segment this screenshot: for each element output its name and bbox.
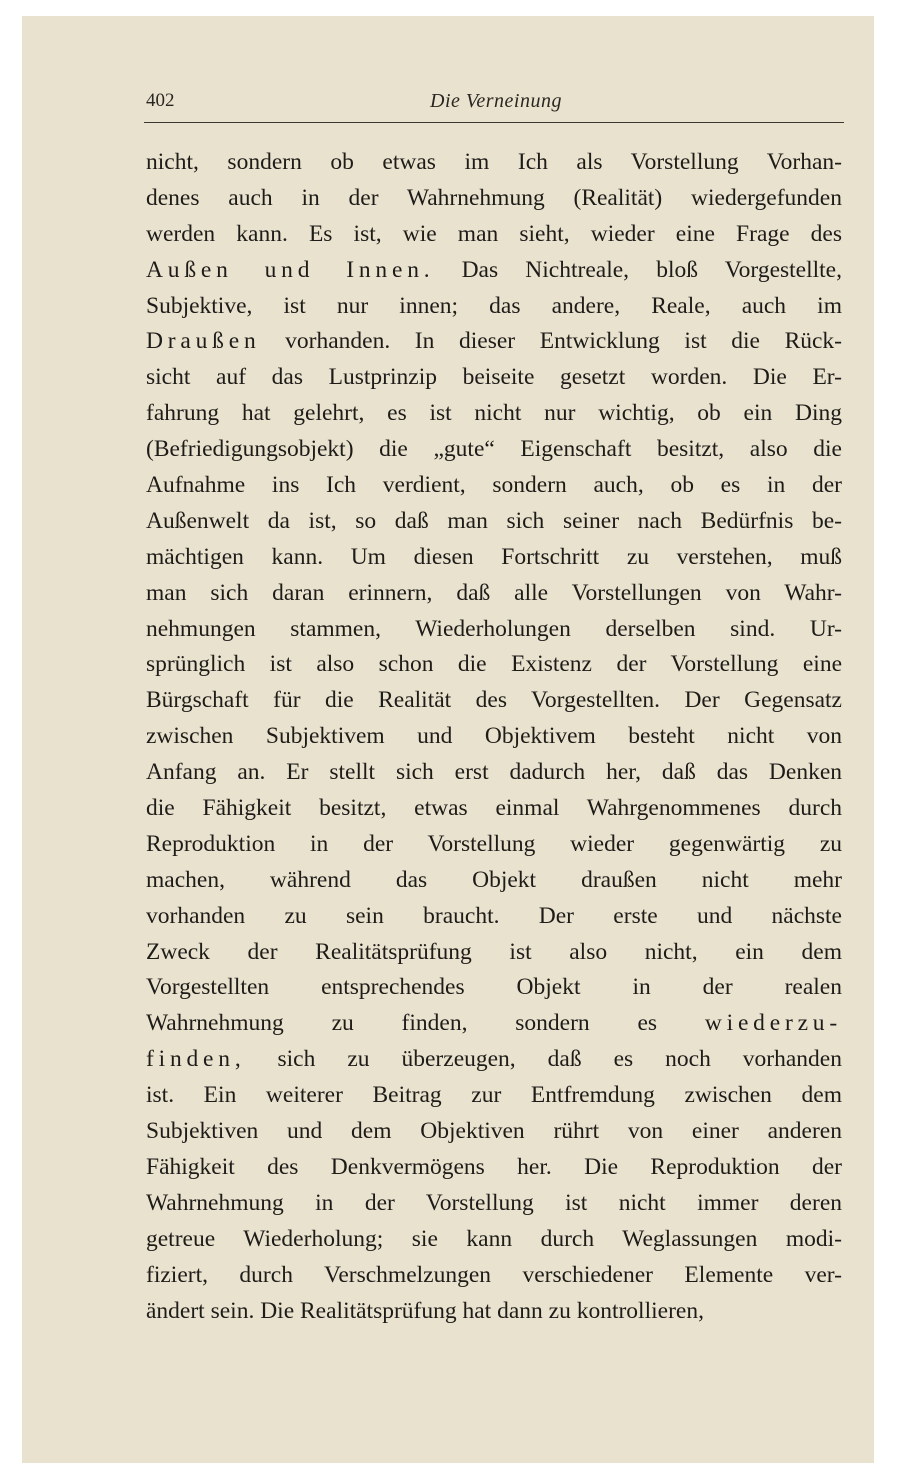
text-line: Subjektive, ist nur innen; das andere, Reale, auch im xyxy=(146,292,842,319)
text-line: nehmungen stammen, Wiederholungen derselben sind. Ur- xyxy=(146,615,842,642)
running-title: Die Verneinung xyxy=(430,90,562,112)
text-line: fahrung hat gelehrt, es ist nicht nur wichtig, ob ein Ding xyxy=(146,400,842,427)
text-line: finden, sich zu überzeugen, daß es noch vorhanden xyxy=(146,1046,842,1073)
text-line: Reproduktion in der Vorstellung wieder gegenwärtig zu xyxy=(146,830,842,857)
text-line: (Befriedigungsobjekt) die „gute“ Eigenschaft besitzt, also die xyxy=(146,436,842,463)
text-line: getreue Wiederholung; sie kann durch Weglassungen modi- xyxy=(146,1225,842,1252)
text-line: Außenwelt da ist, so daß man sich seiner nach Bedürfnis be- xyxy=(146,507,842,534)
emphasized-text: Außen und Innen. xyxy=(146,256,435,283)
text-line: machen, während das Objekt draußen nicht mehr xyxy=(146,866,842,893)
text-line: ändert sein. Die Realitätsprüfung hat dann zu kontrollieren, xyxy=(146,1297,704,1324)
text-line: Subjektiven und dem Objektiven rührt von einer anderen xyxy=(146,1118,842,1145)
text-line: Bürgschaft für die Realität des Vorgestellten. Der Gegensatz xyxy=(146,687,842,714)
text-line: Zweck der Realitätsprüfung ist also nicht, ein dem xyxy=(146,938,842,965)
header-rule xyxy=(144,122,844,123)
text-line: die Fähigkeit besitzt, etwas einmal Wahrgenommenes durch xyxy=(146,795,842,822)
text-line: man sich daran erinnern, daß alle Vorstellungen von Wahr- xyxy=(146,579,842,606)
text-line: mächtigen kann. Um diesen Fortschritt zu verstehen, muß xyxy=(146,543,842,570)
text-line: Wahrnehmung zu finden, sondern es wiederzu- xyxy=(146,1010,842,1037)
text-line: Aufnahme ins Ich verdient, sondern auch, ob es in der xyxy=(146,472,842,499)
text-line: Wahrnehmung in der Vorstellung ist nicht immer deren xyxy=(146,1189,842,1216)
text-line: Draußen vorhanden. In dieser Entwicklung ist die Rück- xyxy=(146,328,842,355)
text-line: denes auch in der Wahrnehmung (Realität) wiedergefunden xyxy=(146,184,842,211)
text-line: sprünglich ist also schon die Existenz der Vorstellung eine xyxy=(146,651,842,678)
text-line: Außen und Innen. Das Nichtreale, bloß Vorgestellte, xyxy=(146,256,842,283)
text-line: ist. Ein weiterer Beitrag zur Entfremdung zwischen dem xyxy=(146,1082,842,1109)
body-text xyxy=(146,145,842,1329)
emphasized-text: wiederzu- xyxy=(704,1010,842,1037)
text-line: nicht, sondern ob etwas im Ich als Vorstellung Vorhan- xyxy=(146,149,842,175)
text-line: werden kann. Es ist, wie man sieht, wieder eine Frage des xyxy=(146,220,842,247)
text-line: Vorgestellten entsprechendes Objekt in der realen xyxy=(146,974,842,1001)
text-line: vorhanden zu sein braucht. Der erste und nächste xyxy=(146,902,842,929)
emphasized-text: Draußen xyxy=(146,328,261,355)
text-line: sicht auf das Lustprinzip beiseite gesetzt worden. Die Er- xyxy=(146,364,842,391)
text-line: zwischen Subjektivem und Objektivem besteht nicht von xyxy=(146,723,842,750)
text-line: Anfang an. Er stellt sich erst dadurch her, daß das Denken xyxy=(146,759,842,786)
page-number: 402 xyxy=(146,90,175,111)
text-line: Fähigkeit des Denkvermögens her. Die Reproduktion der xyxy=(146,1153,842,1180)
text-line: fiziert, durch Verschmelzungen verschiedener Elemente ver- xyxy=(146,1261,842,1288)
page-header xyxy=(146,90,846,120)
emphasized-text: finden, xyxy=(146,1046,246,1073)
